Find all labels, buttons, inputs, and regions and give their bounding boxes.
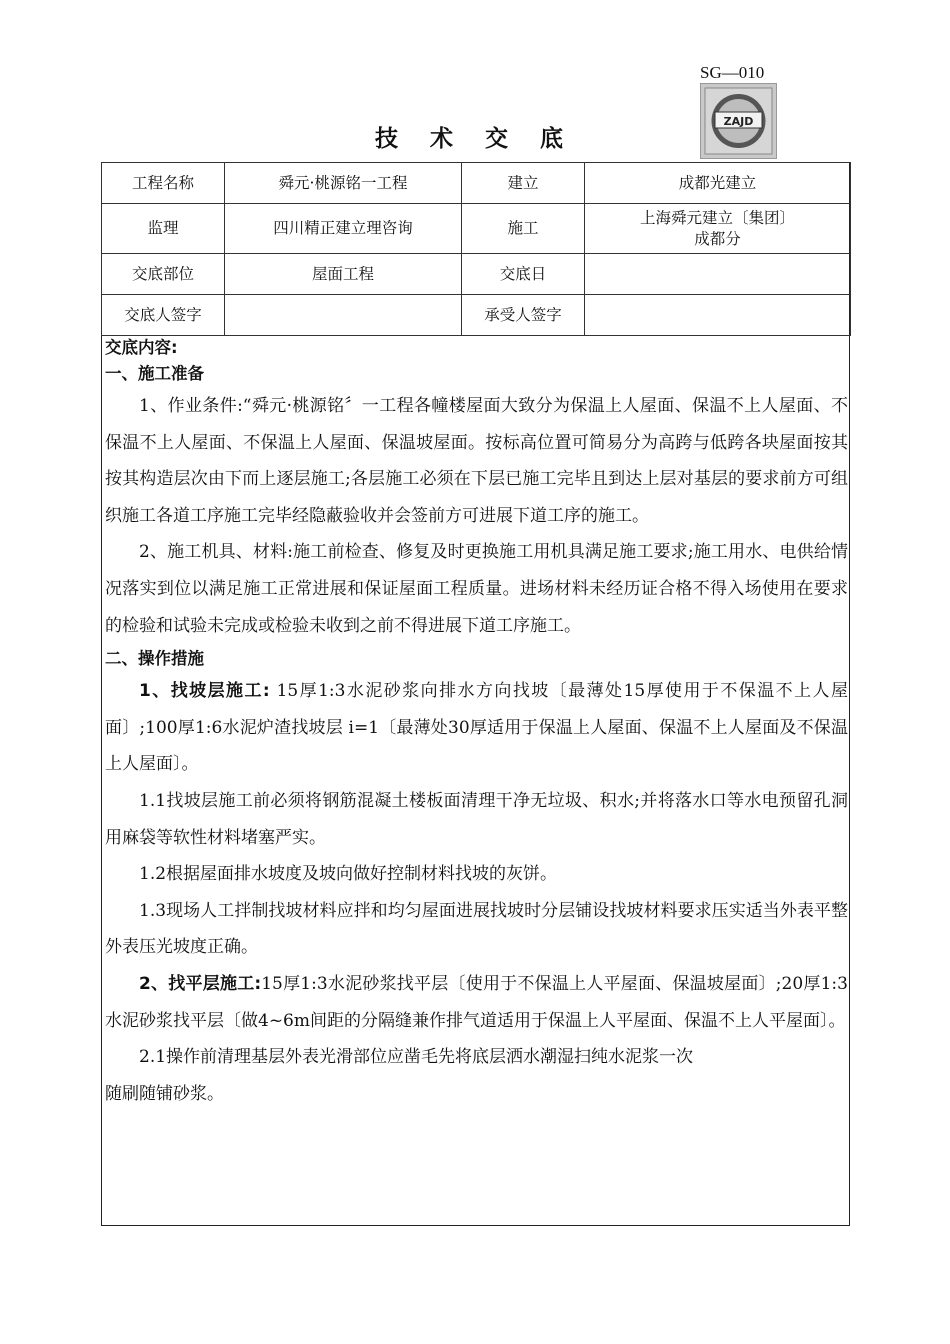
paragraph: 1.3现场人工拌制找坡材料应拌和均匀屋面进展找坡时分层铺设找坡材料要求压实适当外表平整外表压光坡度正确。	[105, 900, 848, 958]
location-value: 屋面工程	[225, 254, 462, 295]
discloser-signature-value	[225, 295, 462, 336]
logo-text: ZAJD	[723, 115, 754, 128]
document-title: 技 术 交 底	[374, 126, 576, 152]
company-logo-icon	[701, 84, 776, 158]
owner-value: 成都光建立	[585, 163, 851, 204]
receiver-signature-value	[585, 295, 851, 336]
paragraph: 1.1找坡层施工前必须将钢筋混凝土楼板面清理干净无垃圾、积水;并将落水口等水电预留孔洞用麻袋等软性材料堵塞严实。	[105, 790, 848, 848]
receiver-signature-label: 承受人签字	[462, 295, 585, 336]
paragraph	[105, 673, 848, 783]
subsection-label: 2、找平层施工:	[139, 973, 262, 994]
discloser-signature-label: 交底人签字	[102, 295, 225, 336]
section-title: 一、施工准备	[105, 364, 204, 383]
subsection-text: 15厚1:3水泥砂浆找平层〔使用于不保温上人平屋面、保温坡屋面〕;20厚1:3水泥砂浆找平层〔做4~6m间距的分隔缝兼作排气道适用于保温上人平屋面、保温不上人平屋面〕。	[105, 973, 848, 1031]
disclosure-content	[105, 337, 848, 1112]
contractor-value	[585, 204, 851, 254]
contractor-value-line2: 成都分	[694, 229, 741, 248]
subsection-text: 15厚1:3水泥砂浆向排水方向找坡〔最薄处15厚使用于不保温不上人屋面〕;100厚1:6水泥炉渣找坡层 i=1〔最薄处30厚适用于保温上人屋面、保温不上人屋面及不保温上人屋面〕。	[105, 681, 848, 775]
supervisor-label: 监理	[102, 204, 225, 254]
paragraph: 2、施工机具、材料:施工前检查、修复及时更换施工用机具满足施工要求;施工用水、电供给情况落实到位以满足施工正常进展和保证屋面工程质量。进场材料未经历证合格不得入场使用在要求的检验和试验未完成或检验未收到之前不得进展下道工序施工。	[105, 542, 848, 636]
supervisor-value: 四川精正建立理咨询	[225, 204, 462, 254]
table-row	[102, 163, 851, 204]
paragraph: 1.2根据屋面排水坡度及坡向做好控制材料找坡的灰饼。	[139, 864, 558, 885]
date-label: 交底日	[462, 254, 585, 295]
table-row	[102, 204, 851, 254]
table-row	[102, 254, 851, 295]
paragraph: 随刷随铺砂浆。	[105, 1083, 224, 1104]
document-code: SG—010	[700, 63, 765, 82]
location-label: 交底部位	[102, 254, 225, 295]
paragraph: 1、作业条件:“舜元·桃源铭〞一工程各幢楼屋面大致分为保温上人屋面、保温不上人屋面、不保温不上人屋面、不保温上人屋面、保温坡屋面。按标高位置可简易分为高跨与低跨各块屋面按其按其构造层次由下而上逐层施工;各层施工必须在下层已施工完毕且到达上层对基层的要求前方可组织施工各道工序施工完毕经隐蔽验收并会签前方可进展下道工序的施工。	[105, 396, 848, 526]
contractor-label: 施工	[462, 204, 585, 254]
subsection-label: 1、找坡层施工:	[139, 681, 270, 702]
section-title: 二、操作措施	[105, 649, 204, 669]
date-value	[585, 254, 851, 295]
contractor-value-line1: 上海舜元建立〔集团〕	[639, 208, 795, 227]
project-name-value: 舜元·桃源铭一工程	[225, 163, 462, 204]
content-heading: 交底内容:	[105, 338, 178, 357]
project-name-label: 工程名称	[102, 163, 225, 204]
paragraph	[105, 966, 848, 1039]
project-info-table	[101, 162, 851, 336]
company-logo	[700, 83, 777, 159]
table-row	[102, 295, 851, 336]
paragraph: 2.1操作前清理基层外表光滑部位应凿毛先将底层洒水潮湿扫纯水泥浆一次	[139, 1047, 694, 1068]
owner-label: 建立	[462, 163, 585, 204]
